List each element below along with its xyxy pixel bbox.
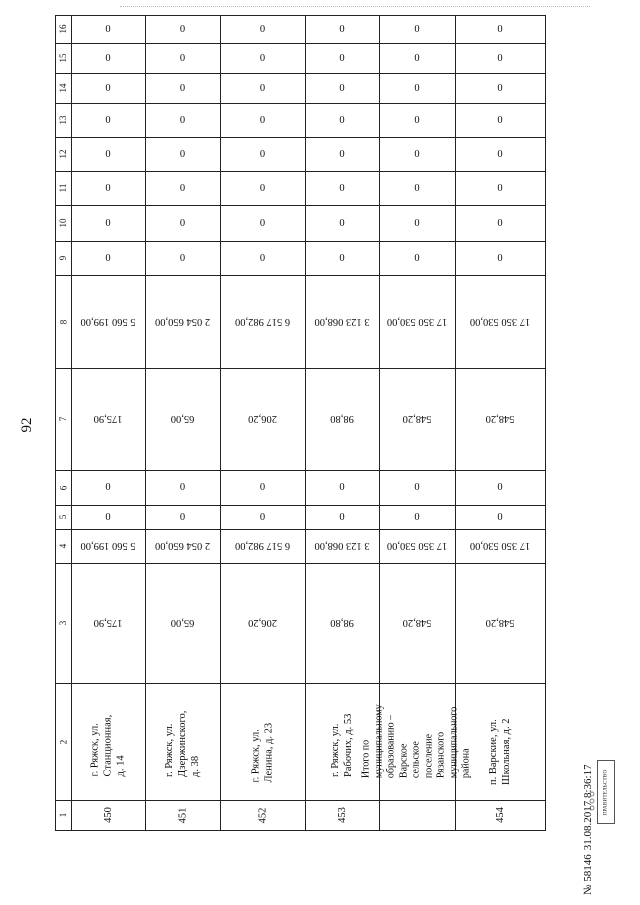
table-cell-c3: 175,90 [93,617,123,629]
table-cell-c10: 0 [497,217,503,229]
table-cell-c9: 0 [259,252,266,264]
address-text: п. Варские, ул. Школьная, д. 2 [488,717,512,785]
row-number: 453 [336,807,348,823]
table-cell-c13: 0 [414,114,420,126]
column-number-header: 16 [58,24,68,34]
address-text: г. Ряжск, ул. Рабочих, д. 53 [330,713,354,777]
scan-edge-line [120,6,590,7]
address-text: г. Ряжск, ул. Дзержинского, д. 38 [164,710,201,777]
table-cell-c3: 548,20 [402,617,432,629]
table-cell-c3: 548,20 [485,617,515,629]
table-cell-c4: 3 123 068,00 [314,540,370,552]
table-cell-c8: 17 350 530,00 [386,316,448,327]
table-cell-c9: 0 [105,252,111,264]
address-text: г. Ряжск, ул. Ленина, д. 23 [250,722,275,782]
table-cell-c12: 0 [414,148,420,160]
row-number: 451 [177,807,188,823]
table-cell-c7: 548,20 [402,413,432,425]
column-number-header: 15 [58,53,68,63]
table-cell-c5: 0 [179,511,186,523]
table-cell-c11: 0 [105,182,111,194]
address-text: Итого по муниципальному образованию – Варское сельское поселение Рязанского муниципального района [360,704,472,779]
table-cell-c10: 0 [179,217,186,229]
table-cell-c7: 548,20 [485,413,515,425]
table-cell-c3: 206,20 [248,617,277,629]
table-cell-c5: 0 [105,511,111,523]
column-number-header: 2 [58,739,68,744]
table-cell-c11: 0 [414,182,420,194]
column-number-header: 10 [58,218,68,228]
address-cell [147,685,218,798]
column-number-header: 14 [58,83,68,93]
table-cell-c11: 0 [259,182,266,194]
table-cell-c9: 0 [414,252,420,264]
document-footer [578,635,598,895]
doc-number: № 58146 [582,854,594,895]
row-number: 454 [494,807,506,823]
table-vline [545,15,546,831]
table-cell-c10: 0 [259,217,266,229]
table-cell-c5: 0 [497,511,503,523]
table-cell-c16: 0 [179,23,186,35]
table-cell-c12: 0 [259,148,266,160]
page-number: 92 [19,417,35,433]
column-number-header: 9 [58,255,68,261]
table-cell-c14: 0 [339,82,345,94]
column-number-header: 1 [58,812,68,818]
table-cell-c7: 65,00 [170,413,195,425]
row-number: 452 [257,807,268,823]
table-cell-c12: 0 [179,148,186,160]
table-cell-c16: 0 [105,23,111,35]
column-number-header: 8 [58,319,68,324]
table-cell-c12: 0 [339,148,345,160]
table-cell-c13: 0 [105,114,111,126]
table-cell-c15: 0 [179,52,186,64]
table-cell-c3: 65,00 [170,617,195,629]
table-hline [55,683,545,684]
table-cell-c9: 0 [339,252,345,264]
table-cell-c11: 0 [339,182,345,194]
table-cell-c8: 17 350 530,00 [469,316,531,327]
table-cell-c6: 0 [497,482,503,493]
doc-timestamp: 31.08.2017 8:36:17 [582,764,594,851]
table-cell-c5: 0 [259,511,266,523]
address-cell [222,685,303,798]
table-cell-c16: 0 [497,23,503,35]
table-cell-c6: 0 [179,482,186,493]
stamp-mark-icon [588,790,596,812]
registry-stamp [597,760,615,824]
table-cell-c13: 0 [259,114,266,126]
table-cell-c14: 0 [414,82,420,94]
table-cell-c10: 0 [105,217,111,229]
row-number [379,800,455,830]
table-cell-c8: 6 517 982,00 [234,316,291,327]
address-cell [457,685,543,798]
table-cell-c16: 0 [259,23,266,35]
table-cell-c7: 206,20 [248,413,277,425]
table-cell-c14: 0 [497,82,503,94]
table-cell-c13: 0 [497,114,503,126]
table-cell-c15: 0 [414,52,420,64]
column-number-header: 5 [58,514,68,520]
row-number: 450 [102,807,114,823]
table-cell-c16: 0 [339,23,345,35]
table-cell-c4: 17 350 530,00 [469,540,531,552]
address-cell [73,685,143,798]
table-cell-c13: 0 [339,114,345,126]
stamp-text: ПРАВИТЕЛЬСТВО [603,769,609,815]
table-cell-c10: 0 [414,217,420,229]
table-cell-c14: 0 [105,82,111,94]
table-cell-c15: 0 [339,52,345,64]
table-cell-c5: 0 [414,511,420,523]
table-cell-c9: 0 [497,252,503,264]
table-cell-c12: 0 [105,148,111,160]
column-number-header: 11 [58,183,68,193]
table-cell-c13: 0 [179,114,186,126]
table-cell-c8: 3 123 068,00 [314,316,370,327]
table-cell-c11: 0 [497,182,503,194]
table-cell-c7: 175,90 [93,413,123,425]
table-cell-c6: 0 [105,482,111,493]
column-number-header: 3 [58,620,68,626]
table-cell-c15: 0 [497,52,503,64]
table-cell-c6: 0 [339,482,345,493]
table-cell-c6: 0 [414,482,420,493]
total-label [360,685,472,798]
register-table [55,15,545,830]
table-cell-c14: 0 [179,82,186,94]
table-cell-c4: 2 054 650,00 [154,540,211,552]
table-cell-c15: 0 [259,52,266,64]
table-cell-c16: 0 [414,23,420,35]
table-cell-c4: 17 350 530,00 [386,540,448,552]
table-cell-c7: 98,80 [330,413,354,425]
table-cell-c11: 0 [179,182,186,194]
table-cell-c15: 0 [105,52,111,64]
column-number-header: 13 [58,115,68,125]
column-number-header: 4 [58,543,68,549]
table-cell-c6: 0 [259,482,266,493]
table-cell-c5: 0 [339,511,345,523]
table-cell-c14: 0 [259,82,266,94]
table-cell-c8: 5 560 199,00 [80,316,136,327]
table-cell-c4: 6 517 982,00 [234,540,291,552]
column-number-header: 12 [58,149,68,159]
table-cell-c4: 5 560 199,00 [80,540,136,552]
table-cell-c8: 2 054 650,00 [154,316,211,327]
table-cell-c12: 0 [497,148,503,160]
table-cell-c9: 0 [179,252,186,264]
column-number-header: 6 [58,485,68,490]
table-cell-c3: 98,80 [330,617,354,629]
column-number-header: 7 [58,416,68,422]
address-text: г. Ряжск, ул. Станционная, д. 14 [89,714,127,777]
table-cell-c10: 0 [339,217,345,229]
